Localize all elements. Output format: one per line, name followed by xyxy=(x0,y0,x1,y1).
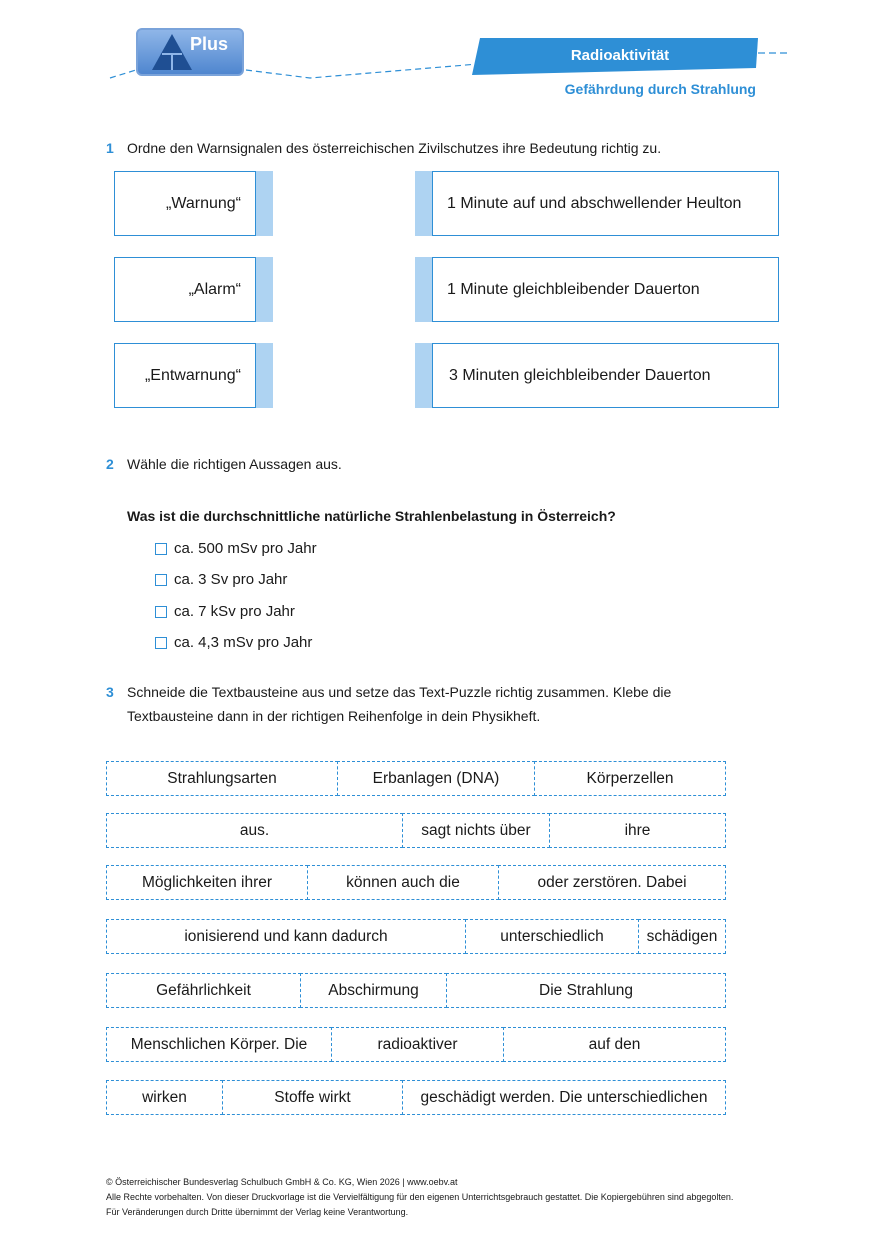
puzzle-row xyxy=(106,973,726,1008)
option-3[interactable] xyxy=(155,603,295,620)
footer-rights: Alle Rechte vorbehalten. Von dieser Druckvorlage ist die Vervielfältigung für den eigenen Unterrichtsgebrauch gestattet. Die Kopiergebühren sind abgegolten. xyxy=(106,1192,734,1202)
meaning-label: 1 Minute auf und abschwellender Heulton xyxy=(447,194,742,212)
task-2-question: Was ist die durchschnittliche natürliche Strahlenbelastung in Österreich? xyxy=(127,508,616,524)
tab-decoration xyxy=(255,171,273,236)
option-label: ca. 500 mSv pro Jahr xyxy=(174,540,317,557)
checkbox[interactable] xyxy=(155,637,167,649)
page-title: Radioaktivität xyxy=(570,47,670,64)
puzzle-row xyxy=(106,1080,726,1115)
puzzle-piece[interactable]: Strahlungsarten xyxy=(106,761,338,796)
tab-decoration xyxy=(415,343,433,408)
option-label: ca. 3 Sv pro Jahr xyxy=(174,571,288,588)
puzzle-piece[interactable]: radioaktiver xyxy=(331,1027,504,1062)
tab-decoration xyxy=(255,257,273,322)
puzzle-piece[interactable]: Körperzellen xyxy=(534,761,726,796)
footer-copyright: © Österreichischer Bundesverlag Schulbuch GmbH & Co. KG, Wien 2026 | www.oebv.at xyxy=(106,1177,458,1187)
puzzle-row xyxy=(106,813,726,848)
puzzle-piece[interactable]: ihre xyxy=(549,813,726,848)
task-3-instruction-line2: Textbausteine dann in der richtigen Reihenfolge in dein Physikheft. xyxy=(127,708,541,724)
puzzle-piece[interactable]: ionisierend und kann dadurch xyxy=(106,919,466,954)
puzzle-row xyxy=(106,919,726,954)
puzzle-piece[interactable]: unterschiedlich xyxy=(465,919,639,954)
puzzle-row xyxy=(106,761,726,796)
puzzle-piece[interactable]: sagt nichts über xyxy=(402,813,550,848)
signal-label: „Alarm“ xyxy=(188,280,241,298)
tab-decoration xyxy=(415,257,433,322)
meaning-label: 1 Minute gleichbleibender Dauerton xyxy=(447,280,700,298)
checkbox[interactable] xyxy=(155,574,167,586)
signal-box-entwarnung[interactable] xyxy=(114,343,256,408)
tab-decoration xyxy=(415,171,433,236)
option-4[interactable] xyxy=(155,634,312,651)
puzzle-piece[interactable]: aus. xyxy=(106,813,403,848)
option-label: ca. 4,3 mSv pro Jahr xyxy=(174,634,313,651)
footer-disclaimer: Für Veränderungen durch Dritte übernimmt der Verlag keine Verantwortung. xyxy=(106,1207,409,1217)
task-1-number: 1 xyxy=(106,140,114,156)
puzzle-piece[interactable]: oder zerstören. Dabei xyxy=(498,865,726,900)
puzzle-piece[interactable]: wirken xyxy=(106,1080,223,1115)
checkbox[interactable] xyxy=(155,606,167,618)
puzzle-piece[interactable]: Abschirmung xyxy=(300,973,447,1008)
meaning-box-3[interactable] xyxy=(432,343,779,408)
tab-decoration xyxy=(255,343,273,408)
meaning-box-2[interactable] xyxy=(432,257,779,322)
signal-label: „Entwarnung“ xyxy=(144,366,241,384)
puzzle-piece[interactable]: Gefährlichkeit xyxy=(106,973,301,1008)
option-label: ca. 7 kSv pro Jahr xyxy=(174,603,295,620)
puzzle-piece[interactable]: Die Strahlung xyxy=(446,973,726,1008)
option-1[interactable] xyxy=(155,540,317,557)
checkbox[interactable] xyxy=(155,543,167,555)
puzzle-piece[interactable]: Möglichkeiten ihrer xyxy=(106,865,308,900)
puzzle-piece[interactable]: geschädigt werden. Die unterschiedlichen xyxy=(402,1080,726,1115)
signal-label: „Warnung“ xyxy=(166,194,241,212)
puzzle-row xyxy=(106,865,726,900)
task-3-instruction-line1: Schneide die Textbausteine aus und setze das Text-Puzzle richtig zusammen. Klebe die xyxy=(127,684,672,700)
task-1-instruction: Ordne den Warnsignalen des österreichischen Zivilschutzes ihre Bedeutung richtig zu. xyxy=(127,140,662,156)
signal-box-alarm[interactable] xyxy=(114,257,256,322)
logo-text: Plus xyxy=(190,34,229,54)
puzzle-piece[interactable]: auf den xyxy=(503,1027,726,1062)
header-decoration xyxy=(0,0,890,100)
page-subtitle: Gefährdung durch Strahlung xyxy=(564,81,756,97)
task-2-instruction: Wähle die richtigen Aussagen aus. xyxy=(127,456,342,472)
puzzle-piece[interactable]: können auch die xyxy=(307,865,499,900)
meaning-label: 3 Minuten gleichbleibender Dauerton xyxy=(449,366,711,384)
task-3-number: 3 xyxy=(106,684,114,700)
puzzle-piece[interactable]: Menschlichen Körper. Die xyxy=(106,1027,332,1062)
puzzle-piece[interactable]: schädigen xyxy=(638,919,726,954)
puzzle-piece[interactable]: Erbanlagen (DNA) xyxy=(337,761,535,796)
puzzle-piece[interactable]: Stoffe wirkt xyxy=(222,1080,403,1115)
option-2[interactable] xyxy=(155,571,287,588)
signal-box-warnung[interactable] xyxy=(114,171,256,236)
puzzle-row xyxy=(106,1027,726,1062)
task-2-number: 2 xyxy=(106,456,114,472)
meaning-box-1[interactable] xyxy=(432,171,779,236)
